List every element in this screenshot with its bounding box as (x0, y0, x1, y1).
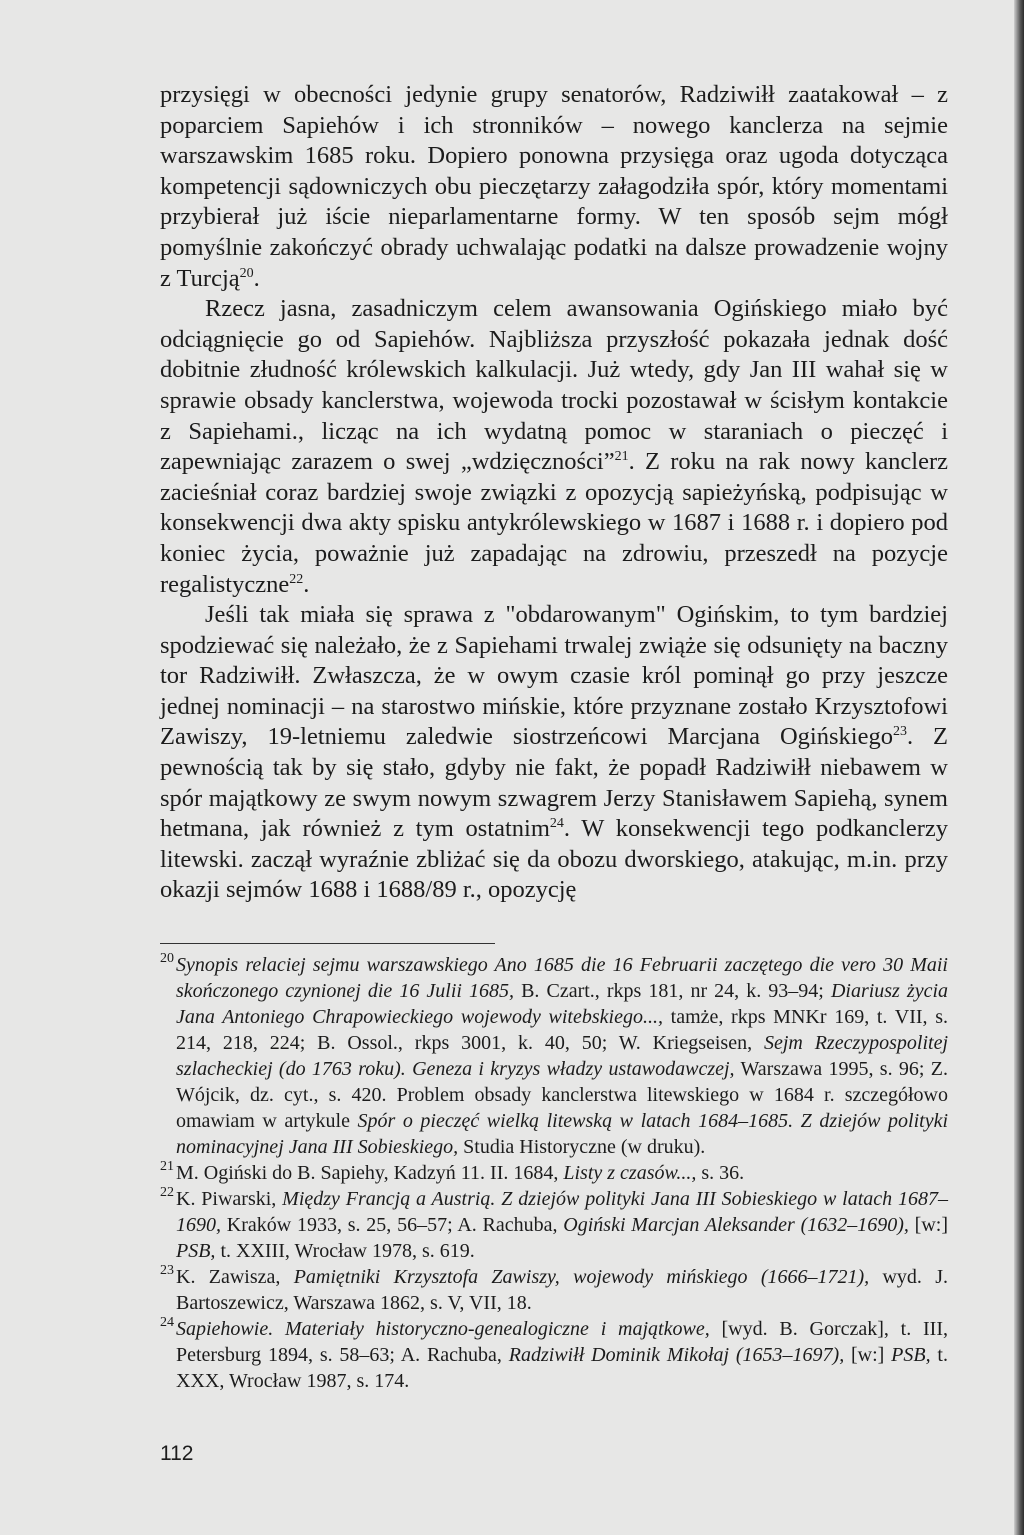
footnote-separator (160, 943, 495, 944)
footnote-22: 22 K. Piwarski, Między Francją a Austrią. Z dziejów polityki Jana III Sobieskiego w latach 1687–1690, Kraków 1933, s. 25, 56–57; A. Rachuba, Ogiński Marcjan Aleksander (1632–1690), [w:] PSB, t. XXIII, Wrocław 1978, s. 619. (160, 1186, 948, 1264)
footnote-21: 21 M. Ogiński do B. Sapiehy, Kadzyń 11. II. 1684, Listy z czasów..., s. 36. (160, 1160, 948, 1186)
paragraph-3: Jeśli tak miała się sprawa z "obdarowanym" Ogińskim, to tym bardziej spodziewać się należało, że z Sapiehami trwalej zwiąże się odsunięty na baczny tor Radziwiłł. Zwłaszcza, że w owym czasie król pominął go przy jeszcze jednej nominacji – na starostwo mińskie, które przyznane zostało Krzysztofowi Zawiszy, 19-letniemu zaledwie siostrzeńcowi Marcjana Ogińskiego$^{23}$. Z pewnością tak by się stało, gdyby nie fakt, że popadł Radziwiłł niebawem w spór majątkowy ze swym nowym szwagrem Jerzy Stanisławem Sapiehą, synem hetmana, jak również z tym ostatnim$^{24}$. W konsekwencji tego podkanclerzy litewski. zaczął wyraźnie zbliżać się da obozu dworskiego, atakując, m.in. przy okazji sejmów 1688 i 1688/89 r., opozycję (160, 601, 949, 904)
footnote-ref-22[interactable]: 22 (289, 571, 304, 587)
footnote-ref-20[interactable]: 20 (239, 265, 254, 281)
paragraph-2: Rzecz jasna, zasadniczym celem awansowania Ogińskiego miało być odciągnięcie go od Sapiehów. Najbliższa przyszłość pokazała jednak dość dobitnie złudność królewskich kalkulacji. Już wtedy, gdy Jan III wahał się w sprawie obsady kanclerstwa, wojewoda trocki pozostawał w ścisłym kontakcie z Sapiehami., licząc na ich wydatną pomoc w staraniach o pieczęć i zapewniając zarazem o swej „wdzięczności”$^{21}$. Z roku na rak nowy kanclerz zacieśniał coraz bardziej swoje związki z opozycją sapieżyńską, podpisując w konsekwencji dwa akty spisku antykrólewskiego w 1687 i 1688 r. i dopiero pod koniec życia, poważnie już zapadając na zdrowiu, przeszedł na pozycje regalistyczne$^{22}$. (160, 295, 948, 598)
page-edge-shadow (1014, 0, 1024, 1535)
page-number: 112 (160, 1442, 194, 1465)
footnote-23: 23 K. Zawisza, Pamiętniki Krzysztofa Zawiszy, wojewody mińskiego (1666–1721), wyd. J. Bartoszewicz, Warszawa 1862, s. V, VII, 18. (160, 1264, 948, 1316)
footnote-ref-24[interactable]: 24 (549, 816, 564, 832)
footnote-number: 21 (160, 1159, 174, 1174)
footnote-number: 24 (160, 1315, 174, 1330)
footnote-ref-21[interactable]: 21 (614, 449, 629, 465)
main-text (160, 80, 948, 906)
footnote-number: 22 (160, 1185, 174, 1200)
footnote-number: 23 (160, 1263, 174, 1278)
footnotes (160, 952, 948, 1394)
footnote-number: 20 (160, 951, 174, 966)
paragraph-1: przysięgi w obecności jedynie grupy senatorów, Radziwiłł zaatakował – z poparciem Sapiehów i ich stronników – nowego kanclerza na sejmie warszawskim 1685 roku. Dopiero ponowna przysięga oraz ugoda dotycząca kompetencji sądowniczych obu pieczętarzy załagodziła spór, który momentami przybierał już iście nieparlamentarne formy. W ten sposób sejm mógł pomyślnie zakończyć obrady uchwalając podatki na dalsze prowadzenie wojny z Turcją$^{20}$. (160, 81, 948, 292)
footnote-20: 20 Synopis relaciej sejmu warszawskiego Ano 1685 die 16 Februarii zaczętego die vero 30 Maii skończonego czynionej die 16 Julii 1685, B. Czart., rkps 181, nr 24, k. 93–94; Diariusz życia Jana Antoniego Chrapowieckiego wojewody witebskiego..., tamże, rkps MNKr 169, t. VII, s. 214, 218, 224; B. Ossol., rkps 3001, k. 40, 50; W. Kriegseisen, Sejm Rzeczypospolitej szlacheckiej (do 1763 roku). Geneza i kryzys władzy ustawodawczej, Warszawa 1995, s. 96; Z. Wójcik, dz. cyt., s. 420. Problem obsady kanclerstwa litewskiego w 1684 r. szczegółowo omawiam w artykule Spór o pieczęć wielką litewską w latach 1684–1685. Z dziejów polityki nominacyjnej Jana III Sobieskiego, Studia Historyczne (w druku). (160, 952, 948, 1160)
footnote-ref-23[interactable]: 23 (892, 724, 907, 740)
footnote-24: 24 Sapiehowie. Materiały historyczno-genealogiczne i majątkowe, [wyd. B. Gorczak], t. III, Petersburg 1894, s. 58–63; A. Rachuba, Radziwiłł Dominik Mikołaj (1653–1697), [w:] PSB, t. XXX, Wrocław 1987, s. 174. (160, 1316, 948, 1394)
